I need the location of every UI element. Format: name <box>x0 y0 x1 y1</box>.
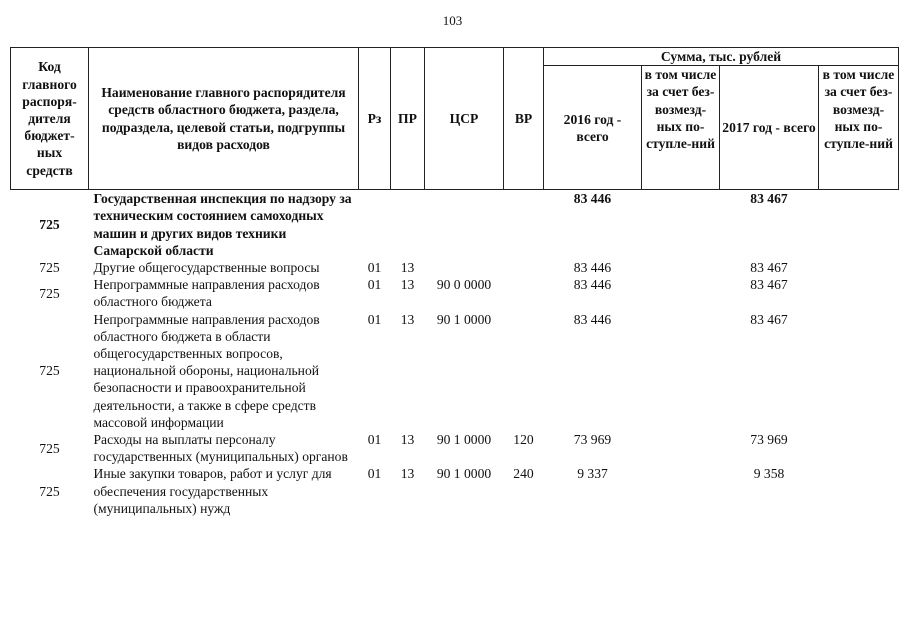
cell-y2017: 9 358 <box>753 466 785 482</box>
cell-code: 725 <box>39 363 60 379</box>
cell-y2017: 83 467 <box>750 277 788 293</box>
page-number: 103 <box>442 13 463 28</box>
cell-pr: 13 <box>400 466 415 482</box>
cell-pr: 13 <box>400 277 415 293</box>
header-sum: Сумма, тыс. рублей <box>544 48 899 66</box>
cell-incl2016 <box>642 465 720 517</box>
cell-incl2016 <box>642 311 720 431</box>
cell-code: 725 <box>39 217 60 232</box>
cell-y2017: 73 969 <box>750 432 788 448</box>
cell-y2016: 83 446 <box>573 277 612 293</box>
header-pr: ПР <box>391 48 425 190</box>
cell-code: 725 <box>39 483 60 499</box>
cell-pr: 13 <box>400 260 415 276</box>
cell-vr <box>504 190 544 259</box>
cell-incl2016 <box>642 276 720 310</box>
cell-incl2016 <box>642 431 720 465</box>
table-row <box>11 190 899 259</box>
cell-csr: 90 1 0000 <box>436 432 492 448</box>
cell-csr: 90 0 0000 <box>436 277 492 293</box>
header-rz: Рз <box>359 48 391 190</box>
cell-incl2017 <box>819 465 899 517</box>
cell-y2017: 83 467 <box>750 260 788 276</box>
cell-rz: 01 <box>367 311 382 327</box>
header-code: Код главного распоря-дителя бюджет-ных средств <box>11 48 89 190</box>
cell-code: 725 <box>39 260 60 276</box>
table-row <box>11 311 899 431</box>
cell-name: Другие общегосударственные вопросы <box>93 260 320 276</box>
table-row <box>11 276 899 310</box>
cell-incl2017 <box>819 311 899 431</box>
cell-rz: 01 <box>367 277 382 293</box>
cell-rz: 01 <box>367 432 382 448</box>
table-row <box>11 259 899 276</box>
cell-y2016: 9 337 <box>577 466 608 482</box>
cell-rz: 01 <box>367 466 382 482</box>
cell-csr <box>425 259 504 276</box>
cell-name: Государственная инспекция по надзору за техническим состоянием самоходных машин и других видов техники Самарской области <box>93 191 352 258</box>
cell-name: Непрограммные направления расходов областного бюджета <box>93 277 320 310</box>
cell-vr: 120 <box>513 432 534 448</box>
cell-rz: 01 <box>367 260 382 276</box>
cell-y2016: 83 446 <box>573 191 612 207</box>
cell-csr <box>425 190 504 259</box>
cell-pr <box>391 190 425 259</box>
cell-code: 725 <box>39 285 60 301</box>
header-name: Наименование главного распорядителя средств областного бюджета, раздела, подраздела, целевой статьи, подгруппы видов расходов <box>89 48 359 190</box>
cell-name: Расходы на выплаты персоналу государственных (муниципальных) органов <box>93 432 348 465</box>
header-2016-total: 2016 год - всего <box>544 66 642 190</box>
cell-incl2017 <box>819 276 899 310</box>
cell-csr: 90 1 0000 <box>436 311 492 327</box>
budget-table <box>10 47 899 517</box>
table-header <box>11 48 899 190</box>
cell-incl2016 <box>642 190 720 259</box>
cell-vr <box>504 311 544 431</box>
header-2016-incl: в том числе за счет без-возмезд-ных по-ступле-ний <box>642 66 720 190</box>
cell-y2016: 83 446 <box>573 311 612 327</box>
cell-incl2017 <box>819 431 899 465</box>
cell-incl2016 <box>642 259 720 276</box>
cell-csr: 90 1 0000 <box>436 466 492 482</box>
header-2017-incl: в том числе за счет без-возмезд-ных по-ступле-ний <box>819 66 899 190</box>
cell-pr: 13 <box>400 432 415 448</box>
header-2017-total: 2017 год - всего <box>720 66 819 190</box>
cell-name: Непрограммные направления расходов областного бюджета в области общегосударственных вопросов, национальной обороны, национальной безопасности и правоохранительной деятельности, а также в сфере средств массовой информации <box>93 311 320 430</box>
cell-y2016: 83 446 <box>573 260 612 276</box>
header-csr: ЦСР <box>425 48 504 190</box>
cell-y2016: 73 969 <box>573 432 612 448</box>
header-vr: ВР <box>504 48 544 190</box>
cell-y2017: 83 467 <box>750 191 788 207</box>
cell-y2017: 83 467 <box>750 311 788 327</box>
cell-vr: 240 <box>513 466 534 482</box>
cell-rz <box>359 190 391 259</box>
cell-incl2017 <box>819 190 899 259</box>
cell-pr: 13 <box>400 311 415 327</box>
cell-vr <box>504 276 544 310</box>
table-body <box>11 190 899 517</box>
table-row <box>11 465 899 517</box>
cell-incl2017 <box>819 259 899 276</box>
cell-name: Иные закупки товаров, работ и услуг для обеспечения государственных (муниципальных) нужд <box>93 466 332 516</box>
cell-code: 725 <box>39 440 60 456</box>
cell-vr <box>504 259 544 276</box>
table-row <box>11 431 899 465</box>
